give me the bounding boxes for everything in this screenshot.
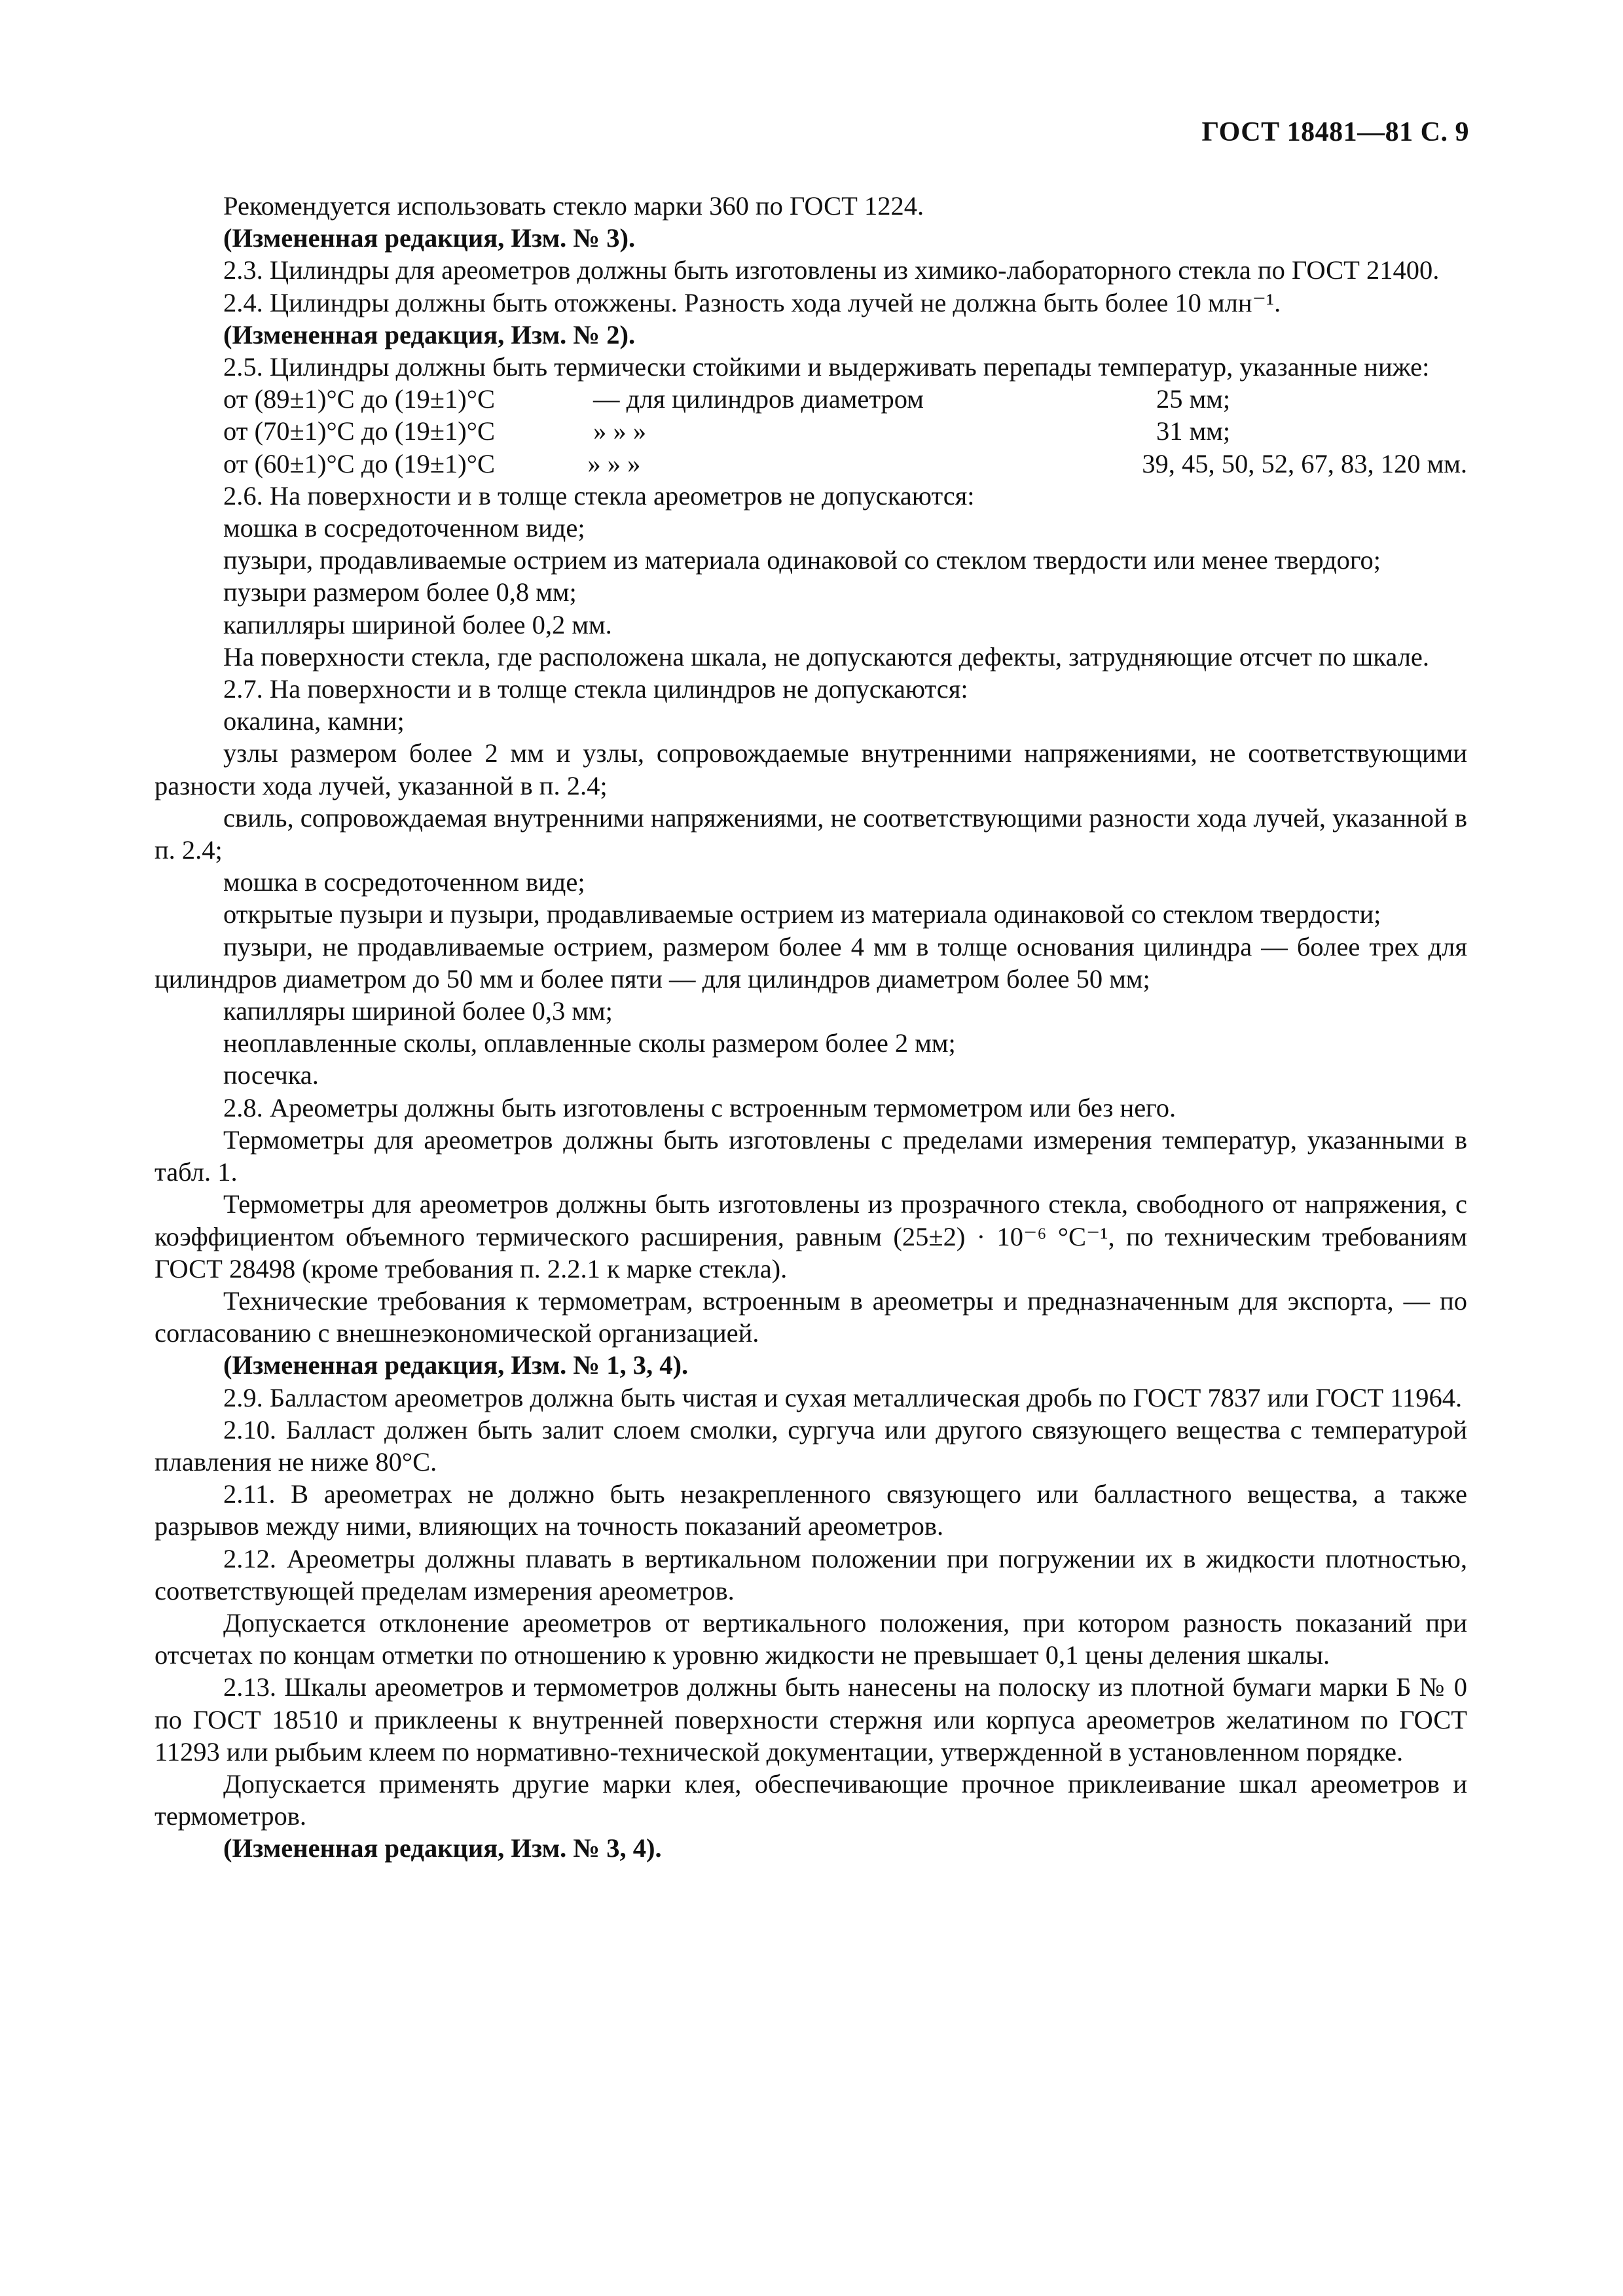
paragraph: 2.6. На поверхности и в толще стекла ареометров не допускаются: [223,480,975,511]
paragraph: пузыри, продавливаемые острием из материала одинаковой со стеклом твердости или менее твердого; [223,545,1381,575]
cylinder-diameter: 25 мм; [1156,384,1231,414]
paragraph: 2.8. Ареометры должны быть изготовлены с встроенным термометром или без него. [223,1092,1176,1122]
paragraph: капилляры шириной более 0,3 мм; [223,996,613,1026]
paragraph: На поверхности стекла, где расположена шкала, не допускаются дефекты, затрудняющие отсчет по шкале. [223,641,1430,672]
paragraph: пузыри, не продавливаемые острием, размером более 4 мм в толще основания цилиндра — более трех для цилиндров диаметром до 50 мм и более пяти — для цилиндров диаметром более 50 мм; [155,931,1467,994]
paragraph: посечка. [223,1060,319,1090]
paragraph: 2.7. На поверхности и в толще стекла цилиндров не допускаются: [223,674,968,704]
paragraph: Допускается отклонение ареометров от вертикального положения, при котором разность показаний при отсчетах по концам отметки по отношению к уровню жидкости не превышает 0,1 цены деления шкалы. [155,1607,1467,1670]
paragraph: капилляры шириной более 0,2 мм. [223,609,612,639]
temperature-condition: — для цилиндров диаметром [593,384,924,414]
paragraph: Рекомендуется использовать стекло марки 360 по ГОСТ 1224. [223,191,924,221]
paragraph: пузыри размером более 0,8 мм; [223,577,577,607]
paragraph: неоплавленные сколы, оплавленные сколы размером более 2 мм; [223,1028,956,1058]
temperature-row [155,383,1467,415]
page-header: ГОСТ 18481—81 С. 9 [1201,117,1469,147]
paragraph: 2.12. Ареометры должны плавать в вертикальном положении при погружении их в жидкости плотностью, соответствующей пределам измерения ареометров. [155,1543,1467,1605]
paragraph: открытые пузыри и пузыри, продавливаемые острием из материала одинаковой со стеклом твердости; [223,899,1381,929]
temperature-condition: » » » [593,416,646,446]
paragraph: 2.3. Цилиндры для ареометров должны быть изготовлены из химико-лабораторного стекла по ГОСТ 21400. [223,255,1440,285]
temperature-range: от (70±1)°С до (19±1)°С [223,416,495,446]
amendment-note: (Измененная редакция, Изм. № 2). [223,319,636,350]
paragraph: мошка в сосредоточенном виде; [223,867,585,897]
cylinder-diameter: 39, 45, 50, 52, 67, 83, 120 мм. [1142,448,1467,478]
paragraph: окалина, камни; [223,706,405,736]
paragraph: Термометры для ареометров должны быть изготовлены из прозрачного стекла, свободного от напряжения, с коэффициентом объемного термического расширения, равным (25±2) · 10⁻⁶ °С⁻¹, по техническим требованиям ГОСТ 28498 (кроме требования п. 2.2.1 к марке стекла). [155,1189,1467,1283]
document-body [155,190,1467,1865]
cylinder-diameter: 31 мм; [1156,416,1231,446]
amendment-note: (Измененная редакция, Изм. № 1, 3, 4). [223,1350,689,1380]
paragraph: узлы размером более 2 мм и узлы, сопровождаемые внутренними напряжениями, не соответствующими разности хода лучей, указанной в п. 2.4; [155,738,1467,800]
temperature-row [155,448,1467,480]
paragraph: мошка в сосредоточенном виде; [223,513,585,543]
paragraph: 2.4. Цилиндры должны быть отожжены. Разность хода лучей не должна быть более 10 млн⁻¹. [223,287,1281,317]
temperature-condition: » » » [587,448,641,478]
amendment-note: (Измененная редакция, Изм. № 3). [223,223,636,253]
paragraph: 2.13. Шкалы ареометров и термометров должны быть нанесены на полоску из плотной бумаги марки Б № 0 по ГОСТ 18510 и приклеены к внутренней поверхности стержня или корпуса ареометров желатином по ГОСТ 11293 или рыбьим клеем по нормативно-технической документации, утвержденной в установленном порядке. [155,1672,1467,1767]
temperature-range: от (89±1)°С до (19±1)°С [223,384,495,414]
amendment-note: (Измененная редакция, Изм. № 3, 4). [223,1833,662,1863]
paragraph: 2.10. Балласт должен быть залит слоем смолки, сургуча или другого связующего вещества с температурой плавления не ниже 80°С. [155,1414,1467,1477]
temperature-row [155,415,1467,447]
paragraph: 2.11. В ареометрах не должно быть незакрепленного связующего или балластного вещества, а также разрывов между ними, влияющих на точность показаний ареометров. [155,1479,1467,1541]
paragraph: Допускается применять другие марки клея, обеспечивающие прочное приклеивание шкал ареометров и термометров. [155,1768,1467,1831]
paragraph: 2.5. Цилиндры должны быть термически стойкими и выдерживать перепады температур, указанные ниже: [223,352,1430,382]
paragraph: свиль, сопровождаемая внутренними напряжениями, не соответствующими разности хода лучей, указанной в п. 2.4; [155,802,1467,865]
temperature-range: от (60±1)°С до (19±1)°С [223,448,495,478]
paragraph: Термометры для ареометров должны быть изготовлены с пределами измерения температур, указанными в табл. 1. [155,1124,1467,1187]
paragraph: Технические требования к термометрам, встроенным в ареометры и предназначенным для экспорта, — по согласованию с внешнеэкономической организацией. [155,1285,1467,1348]
paragraph: 2.9. Балластом ареометров должна быть чистая и сухая металлическая дробь по ГОСТ 7837 или ГОСТ 11964. [223,1382,1463,1412]
